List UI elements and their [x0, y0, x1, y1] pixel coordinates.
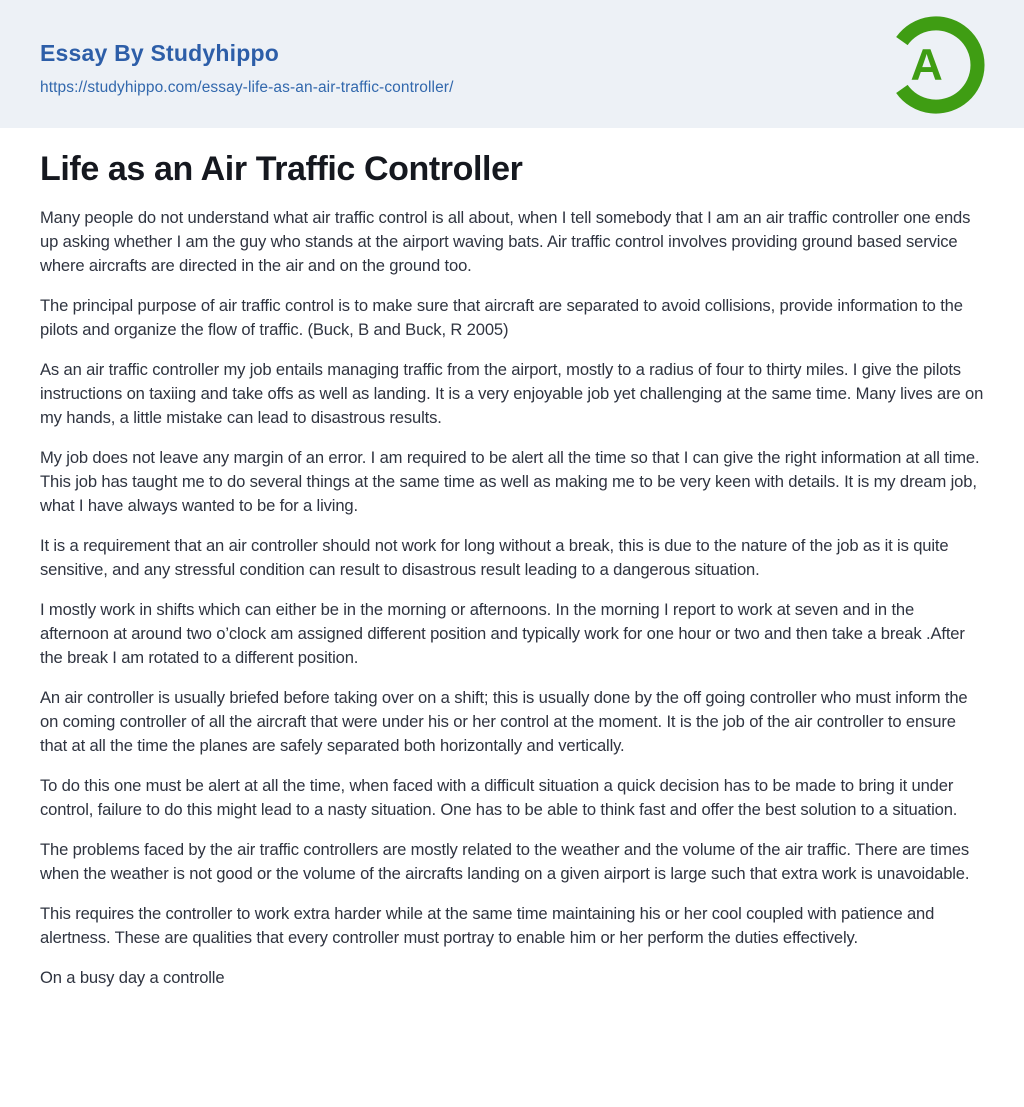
- brand-title: Essay By Studyhippo: [40, 40, 279, 66]
- essay-article: [0, 150, 1024, 1066]
- essay-title: Life as an Air Traffic Controller: [40, 150, 523, 188]
- page-header: [0, 0, 1024, 128]
- essay-paragraph: Many people do not understand what air traffic control is all about, when I tell somebody that I am an air traffic controller one ends up asking whether I am the guy who stands at the airport waving bats. Air traffic control involves providing ground based service where aircrafts are directed in the air and on the ground too.: [40, 208, 971, 276]
- essay-paragraph: The problems faced by the air traffic controllers are mostly related to the weather and the volume of the air traffic. There are times when the weather is not good or the volume of the aircrafts landing on a given airport is large such that extra work is unavoidable.: [40, 840, 970, 884]
- essay-paragraph: To do this one must be alert at all the time, when faced with a difficult situation a quick decision has to be made to bring it under control, failure to do this might lead to a nasty situation. One has to be able to think fast and offer the best solution to a situation.: [40, 776, 958, 820]
- essay-paragraph: The principal purpose of air traffic control is to make sure that aircraft are separated to avoid collisions, provide information to the pilots and organize the flow of traffic. (Buck, B and Buck, R 2005): [40, 296, 963, 340]
- essay-paragraph: As an air traffic controller my job entails managing traffic from the airport, mostly to a radius of four to thirty miles. I give the pilots instructions on taxiing and take offs as well as landing. It is a very enjoyable job yet challenging at the same time. Many lives are on my hands, a little mistake can lead to disastrous results.: [40, 360, 984, 428]
- essay-body: [40, 206, 984, 990]
- logo-letter: A: [910, 41, 943, 91]
- essay-paragraph: An air controller is usually briefed before taking over on a shift; this is usually done by the off going controller who must inform the on coming controller of all the aircraft that were under his or her control at the moment. It is the job of the air controller to ensure that at all the time the planes are safely separated both horizontally and vertically.: [40, 688, 968, 756]
- studyhippo-logo-icon: [884, 13, 988, 117]
- essay-paragraph: It is a requirement that an air controller should not work for long without a break, this is due to the nature of the job as it is quite sensitive, and any stressful condition can result to disastrous result leading to a dangerous situation.: [40, 536, 949, 580]
- essay-paragraph: On a busy day a controlle: [40, 968, 225, 988]
- essay-paragraph: My job does not leave any margin of an error. I am required to be alert all the time so that I can give the right information at all time. This job has taught me to do several things at the same time as well as making me to be very keen with details. It is my dream job, what I have always wanted to be for a living.: [40, 448, 980, 516]
- essay-paragraph: I mostly work in shifts which can either be in the morning or afternoons. In the morning I report to work at seven and in the afternoon at around two o’clock am assigned different position and typically work for one hour or two and then take a break .After the break I am rotated to a different position.: [40, 600, 965, 668]
- source-url-link[interactable]: https://studyhippo.com/essay-life-as-an-air-traffic-controller/: [40, 79, 454, 96]
- essay-paragraph: This requires the controller to work extra harder while at the same time maintaining his or her cool coupled with patience and alertness. These are qualities that every controller must portray to enable him or her perform the duties effectively.: [40, 904, 935, 948]
